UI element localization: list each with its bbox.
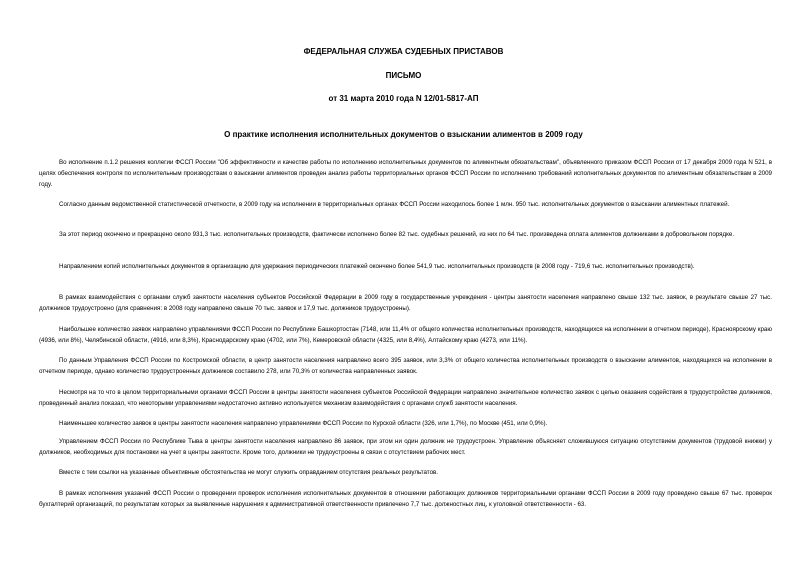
paragraph: Управлением ФССП России по Республике Тыва в центры занятости населения направлено 86 заявок, при этом ни один должник не трудоустроен. Управление объясняет сложившуюся ситуацию отсутствием документов (трудовой книжки) у должников, необходимых для постановки на учет в центры занятости. Кроме того, должники не трудоустроены в связи с отсутствием рабочих мест. [39,438,772,456]
document-type: ПИСЬМО [385,71,422,80]
paragraph: Несмотря на то что в целом территориальными органами ФССП России в центры занятости населения субъектов Российской Федерации направлено значительное количество заявок с целью оказания содействия в трудоустройстве должников, проведенный анализ показал, что некоторыми управлениями недостаточно активно используется механизм взаимодействия с органами служб занятости населения. [39,389,772,407]
paragraph: Направлением копий исполнительных документов в организацию для удержания периодических платежей окончено более 541,9 тыс. исполнительных производств (в 2008 году - 719,6 тыс. исполнительных производств). [59,263,695,270]
paragraph: По данным Управления ФССП России по Костромской области, в центр занятости населения направлено всего 395 заявок, или 3,3% от общего количества исполнительных производств о взыскании алиментов, находящихся на исполнении в отчетном периоде, однако количество трудоустроенных должников составило 278, или 70,3% от количества направленных заявок. [39,357,772,375]
paragraph: Согласно данным ведомственной статистической отчетности, в 2009 году на исполнении в территориальных органах ФССП России находилось более 1 млн. 950 тыс. исполнительных документов о взыскании алиментных платежей. [59,201,730,208]
paragraph: Во исполнение п.1.2 решения коллегии ФССП России "Об эффективности и качестве работы по исполнению исполнительных документов по алиментным обязательствам", объявленного приказом ФССП России от 17 декабря 2009 года N 521, в целях обеспечения контроля по исполнительным производствам о взыскании алиментов проведен анализ работы территориальных органов ФССП России по исполнению требований исполнительных документов по алиментным обязательствам в 2009 году. [39,159,772,188]
paragraph: В рамках исполнения указаний ФССП России о проведении проверок исполнения исполнительных документов в отношении работающих должников территориальными органами ФССП России в 2009 году проведено свыше 67 тыс. проверок бухгалтерий организаций, по результатам которых за выявленные нарушения к административной ответственности привлечено 7,7 тыс. должностных лиц, к уголовной ответственности - 63. [39,490,772,508]
paragraph: Наибольшее количество заявок направлено управлениями ФССП России по Республике Башкортостан (7148, или 11,4% от общего количества исполнительных производств, находящихся на исполнении в отчетном периоде), Красноярскому краю (4936, или 8%), Челябинской области, (4916, или 8,3%), Краснодарскому краю (4702, или 7%), Кемеровской области (4325, или 8,4%), Алтайскому краю (4273, или 11%). [39,326,772,344]
paragraph: За этот период окончено и прекращено около 931,3 тыс. исполнительных производств, фактически исполнено более 82 тыс. судебных решений, из них по 64 тыс. произведена оплата алиментов должниками в добровольном порядке. [59,231,735,238]
document-subject: О практике исполнения исполнительных документов о взыскании алиментов в 2009 году [224,130,583,139]
paragraph: В рамках взаимодействия с органами служб занятости населения субъектов Российской Федерации в 2009 году в государственные учреждения - центры занятости населения направлено свыше 132 тыс. заявок, в результате свыше 27 тыс. должников трудоустроено (для сравнения: в 2008 году направлено свыше 70 тыс. заявок и 17,9 тыс. должников трудоустроены). [39,294,772,312]
paragraph: Наименьшее количество заявок в центры занятости населения направлено управлениями ФССП России по Курской области (326, или 1,7%), по Москве (451, или 0,9%). [59,420,548,427]
organization-title: ФЕДЕРАЛЬНАЯ СЛУЖБА СУДЕБНЫХ ПРИСТАВОВ [303,47,504,56]
document-date-number: от 31 марта 2010 года N 12/01-5817-АП [328,94,479,103]
paragraph: Вместе с тем ссылки на указанные объективные обстоятельства не могут служить оправданием отсутствия реальных результатов. [59,469,439,476]
